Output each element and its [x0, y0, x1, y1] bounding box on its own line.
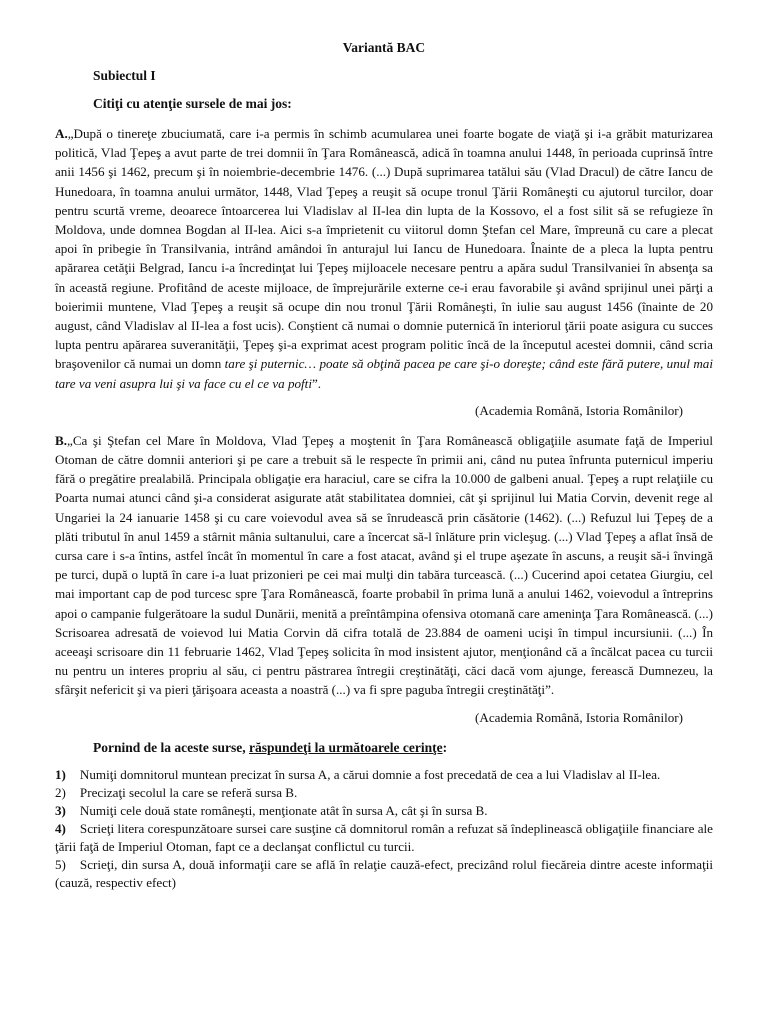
task-item: [55, 802, 713, 820]
tasks-intro: [93, 740, 713, 756]
task-item: [55, 784, 713, 802]
task-text: Scrieţi, din sursa A, două informaţii care se află în relaţie cauză-efect, precizând rolul fiecăreia dintre aceste informaţii (cauză, respectiv efect): [55, 856, 713, 890]
page-title: Variantă BAC: [342, 40, 426, 55]
task-item: [55, 856, 713, 892]
task-number: 3): [55, 802, 66, 818]
task-number: 4): [55, 820, 66, 836]
subject-heading: Subiectul I: [93, 68, 156, 83]
instruction-heading: Citiţi cu atenţie sursele de mai jos:: [93, 96, 292, 111]
source-a-closing: ”.: [311, 375, 322, 391]
task-text: Numiţi cele două state româneşti, menţionate atât în sursa A, cât şi în sursa B.: [79, 802, 488, 818]
tasks-intro-pre: Pornind de la aceste surse,: [93, 739, 249, 755]
source-b-label: B.: [55, 432, 68, 448]
task-number: 2): [55, 784, 66, 800]
task-text: Scrieţi litera corespunzătoare sursei care susţine că domnitorul român a refuzat să îndeplinească obligaţiile financiare ale ţării faţă de Imperiul Otoman, fapt ce a declanşat conflictul cu turcii.: [55, 820, 713, 854]
source-b-citation: (Academia Română, Istoria Românilor): [475, 709, 683, 725]
task-text: Precizaţi secolul la care se referă sursa B.: [79, 784, 298, 800]
tasks-intro-post: :: [442, 739, 448, 755]
task-text: Numiţi domnitorul muntean precizat în sursa A, a cărui domnie a fost precedată de cea a lui Vladislav al II-lea.: [79, 766, 661, 782]
source-a: [55, 124, 713, 393]
tasks-list: [55, 766, 713, 892]
source-b-text: „Ca şi Ştefan cel Mare în Moldova, Vlad Ţepeş a moştenit în Ţara Românească obligaţiile asumate faţă de Imperiul Otoman de către domnii anteriori şi pe care a trebuit să le respecte în primii ani, când nu putea înfrunta puternicul imperiu fără o pregătire prealabilă. Principala obligaţie era haraciul, care se cifra la 10.000 de galbeni anual. Ţepeş a rupt relaţiile cu Poarta numai atunci când şi-a considerat asigurate atât stabilitatea domniei, cât şi sprijinul lui Matia Corvin, devenit rege al Ungariei la 24 ianuarie 1458 şi cu care voievodul avea să se înrudească prin căsătorie (1462). (...) Refuzul lui Ţepeş de a plăti tributul în anul 1459 a stârnit mânia sultanului, care a încercat să-l înlăture prin vicleşug. (...) Vlad Ţepeş a aflat însă de cursa care i s-a întins, astfel încât în momentul în care a fost atacat, având şi el trupe aşezate în ascuns, a reuşit să-i învingă pe turci, după o luptă în care i-a luat prizonieri pe cei mai mulţi din tabăra turcească. (...) Cucerind apoi cetatea Giurgiu, cel mai important cap de pod turcesc spre Ţara Românească, foarte probabil în prima lună a anului 1462, voievodul a întreprins apoi o campanie fulgerătoare la sudul Dunării, menită a preîntâmpina ofensiva otomană care ameninţa Ţara Românească. (...) Scrisoarea adresată de voievod lui Matia Corvin dă cifra totală de 23.884 de oameni ucişi în timpul incursiunii. (...) În aceeaşi scrisoare din 11 februarie 1462, Vlad Ţepeş solicita în mod insistent ajutor, menţionând că a încălcat pacea cu turcii nu pentru un interes propriu al său, ci pentru păstrarea întregii creştinătăţi, căci dacă vom ajunge, ferească Dumnezeu, la sfârşit nefericit şi va pieri ţărişoara aceasta a noastră (...) va fi spre paguba întregii creştinătăţi”.: [55, 432, 713, 698]
task-item: [55, 766, 713, 784]
task-number: 5): [55, 856, 66, 872]
source-a-citation: (Academia Română, Istoria Românilor): [475, 402, 683, 418]
task-item: [55, 820, 713, 856]
source-a-quote: tare şi puternic… poate să obţină pacea pe care şi-o doreşte; când este fără putere, unul mai tare va veni asupra lui şi va face cu el ce va pofti: [55, 356, 713, 391]
tasks-intro-underlined: răspundeţi la următoarele cerinţe: [249, 739, 443, 755]
source-a-label: A.: [55, 126, 68, 141]
source-a-text: „După o tinereţe zbuciumată, care i-a permis în schimb acumularea unei foarte bogate de viaţă şi i-a grăbit maturizarea politică, Vlad Ţepeş a avut parte de trei domnii în Ţara Românească, adică în toamna anului 1448, în perioada cuprinsă între anii 1456 şi 1462, precum şi în noiembrie-decembrie 1476. (...) După suprimarea tatălui său (Vlad Dracul) de către Iancu de Hunedoara, în toamna anului următor, 1448, Vlad Ţepeş a reuşit să ocupe tronul Ţării Româneşti cu ajutorul turcilor, doar pentru scurtă vreme, deoarece întoarcerea lui Vladislav al II-lea din lupta de la Kossovo, el a fost silit să se refugieze în Moldova, unde domnea Bogdan al II-lea. Aici s-a împrietenit cu viitorul domn Ştefan cel Mare, împreună cu care a plecat apoi în pribegie în Transilvania, intrând amândoi în anturajul lui Iancu de Hunedoara. Înainte de a pleca la lupta pentru apărarea cetăţii Belgrad, Iancu i-a încredinţat lui Ţepeş mijloacele necesare pentru a apăra sudul Transilvaniei în absenţa sa în această regiune. Profitând de aceste mijloace, de împrejurările externe ce-i erau favorabile şi având sprijinul unei părţi a boierimii muntene, Vlad Ţepeş a reuşit să ocupe din nou tronul Ţării Româneşti, în iulie sau august 1456 (înainte de 20 august, când Vladislav al II-lea a fost ucis). Conştient că numai o domnie puternică în interiorul ţării poate asigura cu succes lupta pentru apărarea suveranităţii, Ţepeş şi-a exprimat acest program politic încă de la începutul acestei domnii, când scria braşovenilor că numai un domn: [55, 126, 713, 372]
source-b: [55, 431, 713, 700]
task-number: 1): [55, 766, 66, 782]
